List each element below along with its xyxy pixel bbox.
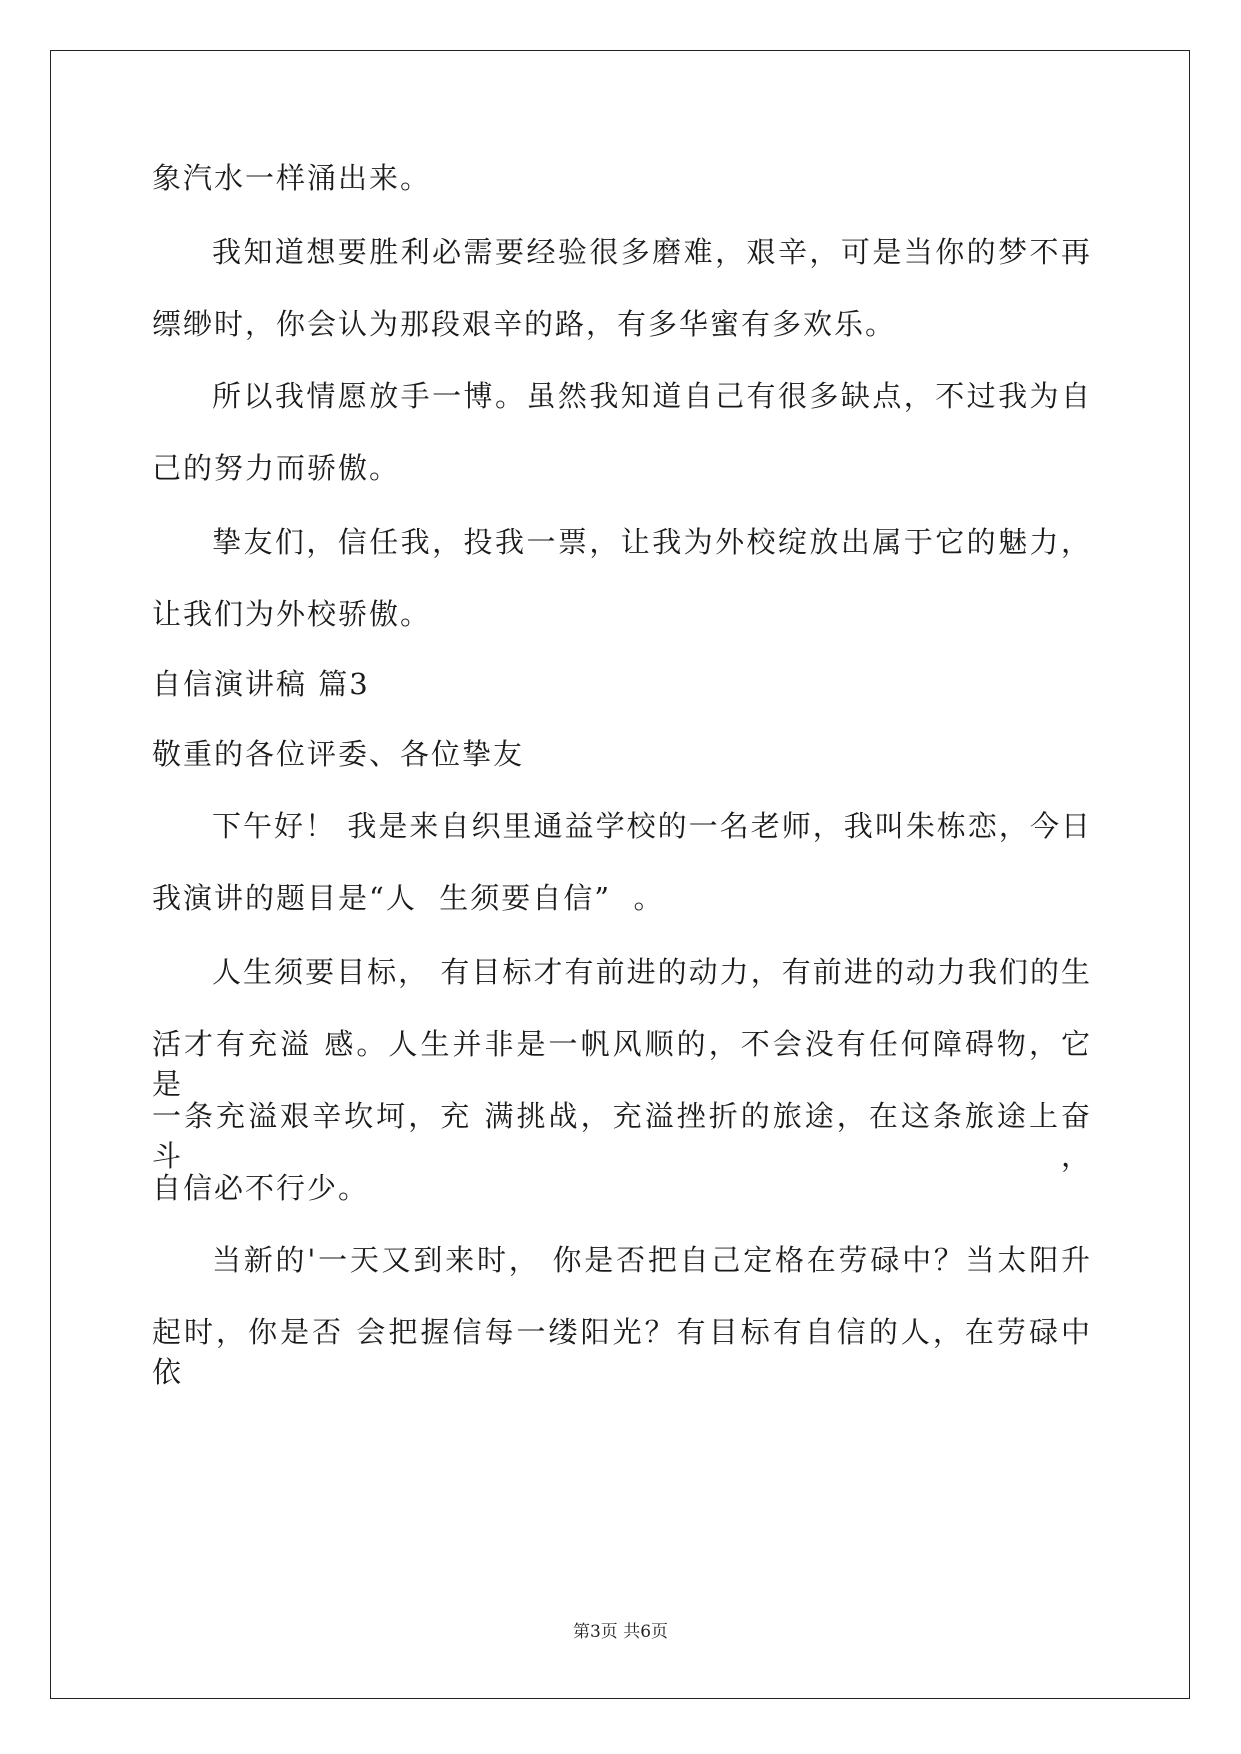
text-line: 自信必不行少。	[152, 1171, 370, 1205]
text-line: 起时，你是否 会把握信每一缕阳光？有目标有自信的人，在劳碌中依	[152, 1315, 1092, 1389]
text-line: 我演讲的题目是“人 生须要自信” 。	[152, 881, 665, 915]
text-line: 我知道想要胜利必需要经验很多磨难，艰辛，可是当你的梦不再	[212, 235, 1092, 269]
text-line: 挚友们，信任我，投我一票，让我为外校绽放出属于它的魅力，	[212, 525, 1092, 559]
page-border	[50, 50, 1190, 1699]
text-line: 所以我情愿放手一博。虽然我知道自己有很多缺点，不过我为自	[212, 379, 1092, 413]
text-line: 活才有充溢 感。人生并非是一帆风顺的，不会没有任何障碍物，它是	[152, 1027, 1092, 1101]
text-line: 己的努力而骄傲。	[152, 451, 401, 485]
salutation: 敬重的各位评委、各位挚友	[152, 737, 525, 771]
text-line: 象汽水一样涌出来。	[152, 161, 432, 195]
text-line: 一条充溢艰辛坎坷，充 满挑战，充溢挫折的旅途，在这条旅途上奋斗，	[152, 1099, 1092, 1173]
text-line: 缥缈时，你会认为那段艰辛的路，有多华蜜有多欢乐。	[152, 307, 897, 341]
section-heading: 自信演讲稿 篇3	[152, 667, 370, 701]
text-line: 让我们为外校骄傲。	[152, 597, 432, 631]
text-line: 下午好！ 我是来自织里通益学校的一名老师，我叫朱栋恋，今日	[212, 809, 1092, 843]
text-line: 当新的'一天又到来时， 你是否把自己定格在劳碌中？当太阳升	[212, 1243, 1092, 1277]
page-number: 第3页 共6页	[572, 1622, 669, 1642]
text-line: 人生须要目标， 有目标才有前进的动力，有前进的动力我们的生	[212, 955, 1092, 989]
